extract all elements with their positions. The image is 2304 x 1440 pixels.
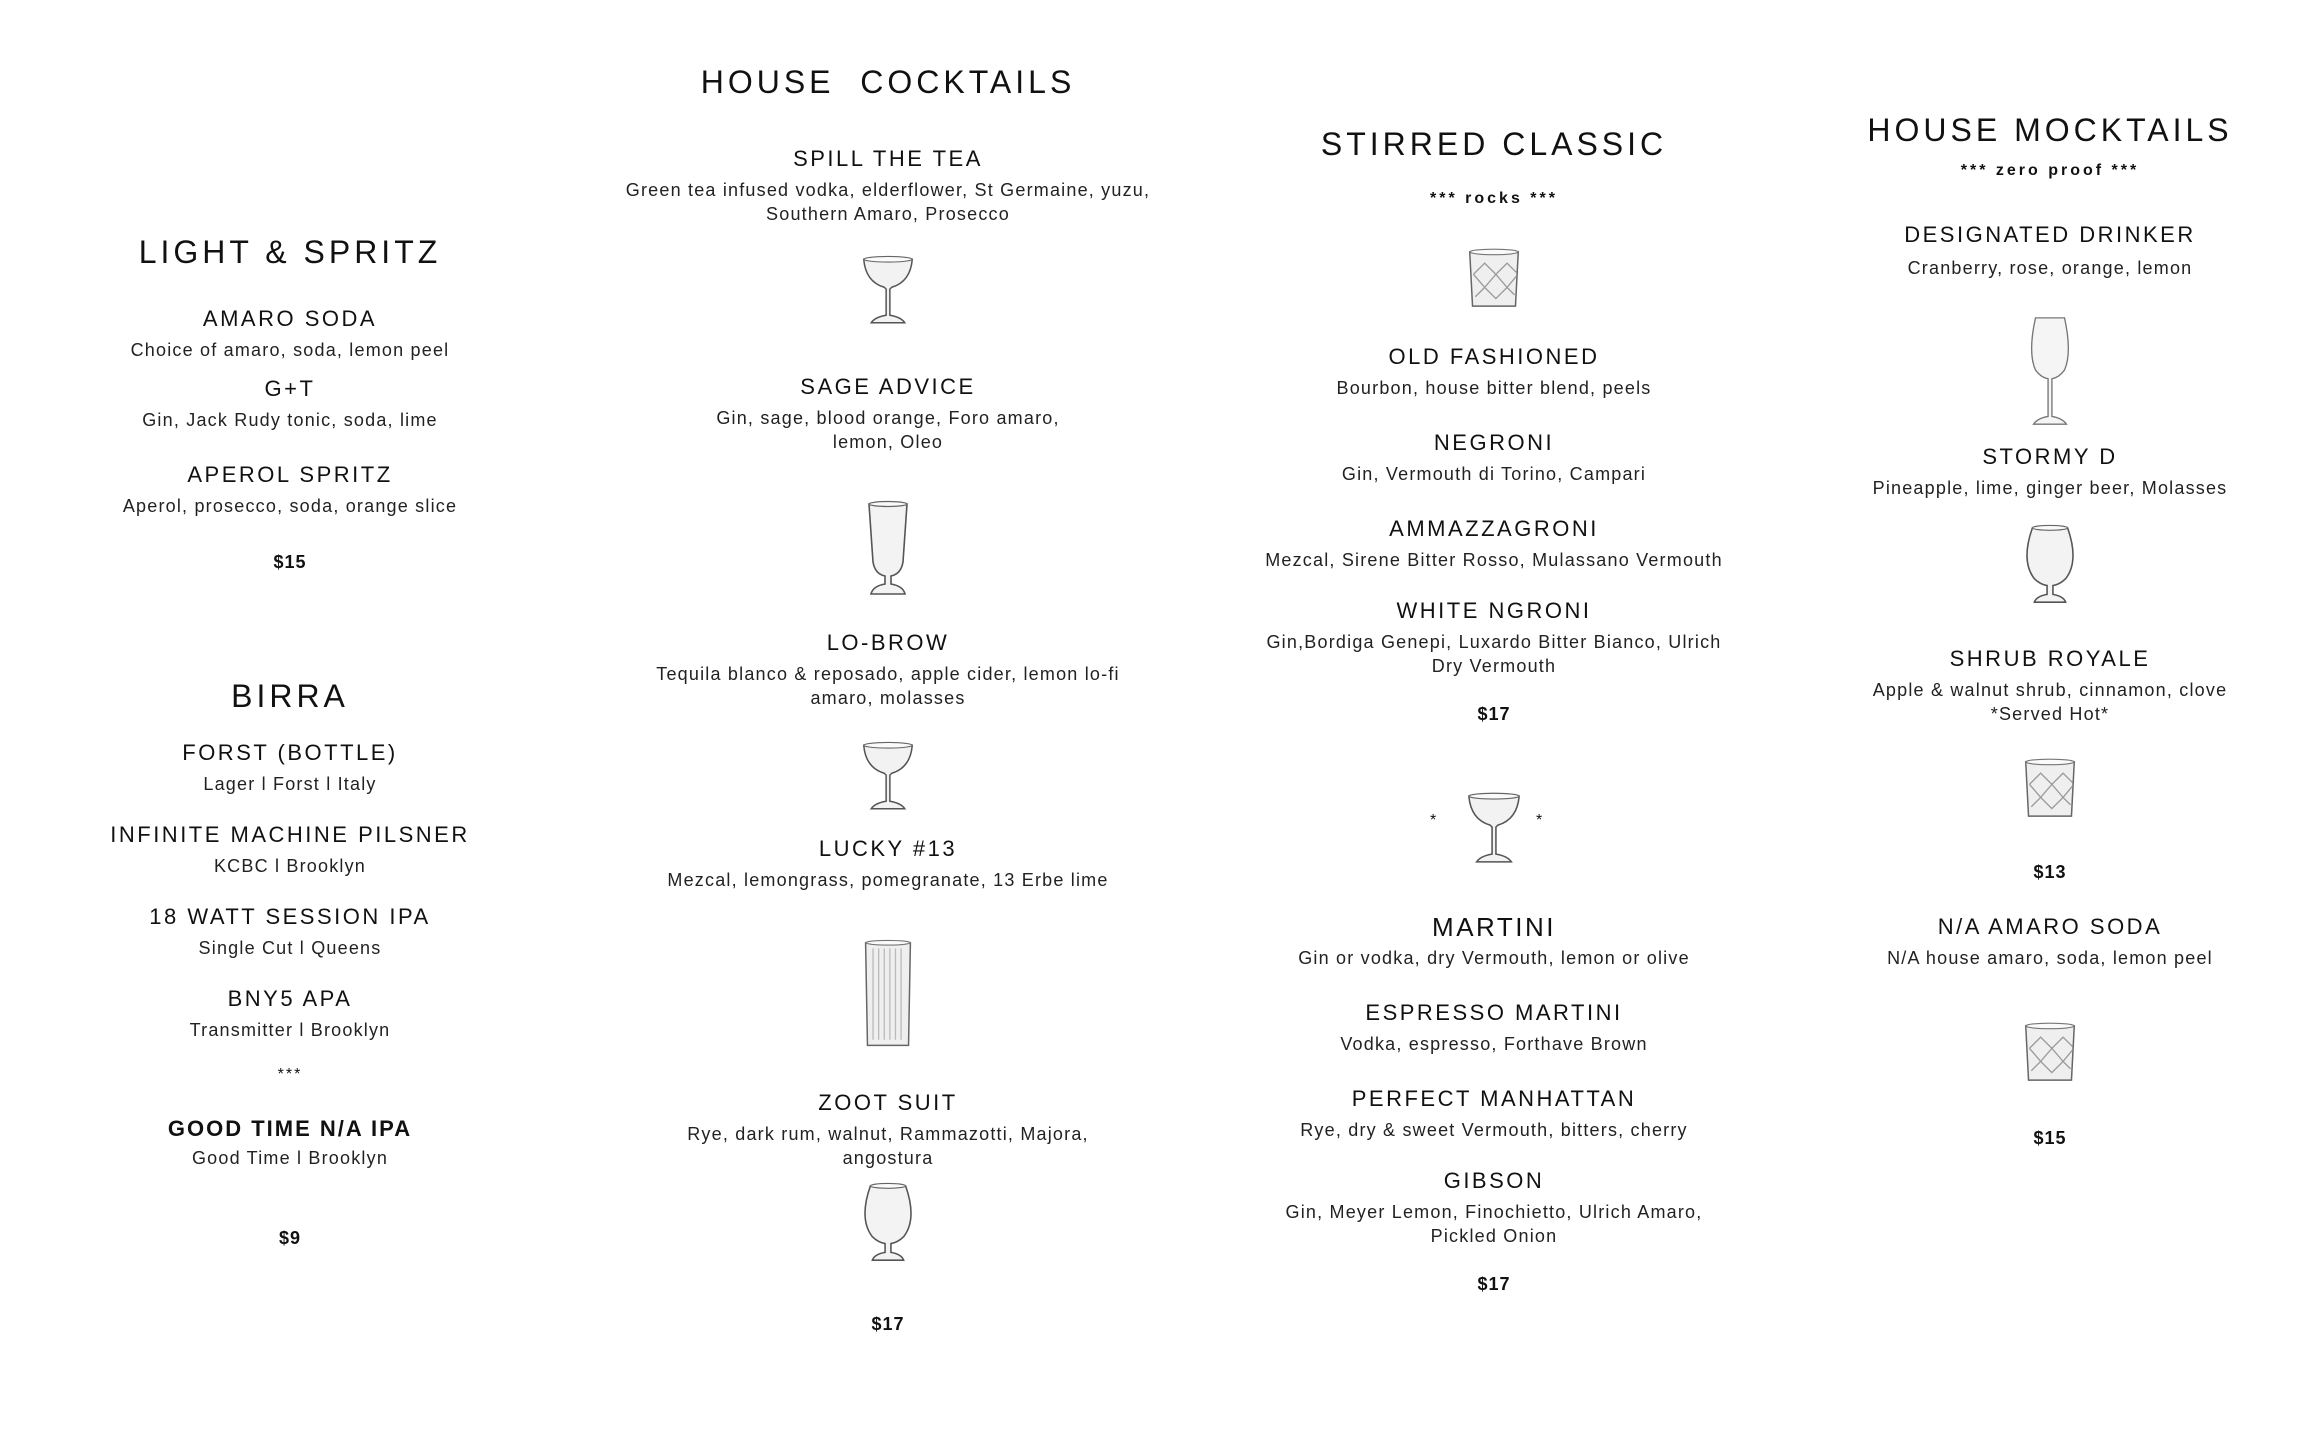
item-name-amaro-soda: AMARO SODA (202, 306, 378, 331)
item-desc-shrub-royale: Apple & walnut shrub, cinnamon, clove *Served Hot* (1872, 680, 2228, 724)
item-desc-lucky-13: Mezcal, lemongrass, pomegranate, 13 Erbe lime (667, 870, 1109, 890)
item-name-infinite-machine: INFINITE MACHINE PILSNER (110, 822, 470, 847)
item-desc-infinite-machine: KCBC l Brooklyn (213, 856, 367, 876)
section-title-birra: BIRRA (231, 678, 349, 714)
item-desc-stormy-d: Pineapple, lime, ginger beer, Molasses (1872, 478, 2228, 498)
item-name-negroni: NEGRONI (1433, 430, 1555, 455)
price-house-cocktails: $17 (871, 1314, 905, 1334)
up-star-right: * (1536, 812, 1543, 829)
item-desc-ammazzagroni: Mezcal, Sirene Bitter Rosso, Mulassano Vermouth (1265, 550, 1723, 570)
item-desc-18-watt: Single Cut l Queens (198, 938, 382, 958)
coupe-glass-icon (1465, 788, 1523, 870)
item-name-good-time: GOOD TIME N/A IPA (167, 1116, 413, 1141)
item-name-lucky-13: LUCKY #13 (818, 836, 958, 861)
item-name-bny5: BNY5 APA (227, 986, 353, 1011)
item-name-ammazzagroni: AMMAZZAGRONI (1389, 516, 1599, 541)
item-name-spill-the-tea: SPILL THE TEA (793, 146, 983, 171)
item-desc-aperol-spritz: Aperol, prosecco, soda, orange slice (122, 496, 458, 516)
item-name-gibson: GIBSON (1443, 1168, 1545, 1193)
section-title-light-spritz: LIGHT & SPRITZ (138, 234, 442, 270)
item-desc-negroni: Gin, Vermouth di Torino, Campari (1341, 464, 1647, 484)
item-name-forst: FORST (BOTTLE) (182, 740, 398, 765)
item-name-aperol-spritz: APEROL SPRITZ (187, 462, 393, 487)
separator-stars: *** (277, 1066, 303, 1083)
item-desc-amaro-soda: Choice of amaro, soda, lemon peel (130, 340, 450, 360)
up-star-left: * (1430, 812, 1437, 829)
section-title-house-cocktails: HOUSE COCKTAILS (700, 64, 1076, 100)
price-up: $17 (1477, 1274, 1511, 1294)
item-desc-sage-advice: Gin, sage, blood orange, Foro amaro, lemon, Oleo (716, 408, 1060, 452)
rocks-subtitle: *** rocks *** (1430, 190, 1558, 207)
footed-highball-icon (863, 500, 913, 600)
item-name-espresso-martini: ESPRESSO MARTINI (1365, 1000, 1623, 1025)
column-stirred-classic (1224, 0, 1764, 1440)
item-name-designated-drinker: DESIGNATED DRINKER (1904, 222, 2196, 247)
collins-glass-icon (860, 936, 916, 1054)
item-name-g-t: G+T (264, 376, 316, 401)
coupe-glass-icon (860, 252, 916, 330)
price-birra: $9 (278, 1228, 302, 1248)
item-name-na-amaro-soda: N/A AMARO SODA (1937, 914, 2163, 939)
column-light-and-birra (80, 0, 500, 1440)
wine-glass-icon (2025, 314, 2075, 430)
item-desc-espresso-martini: Vodka, espresso, Forthave Brown (1340, 1034, 1648, 1054)
price-na-amaro: $15 (2033, 1128, 2067, 1148)
item-desc-bny5: Transmitter l Brooklyn (189, 1020, 391, 1040)
item-name-shrub-royale: SHRUB ROYALE (1949, 646, 2151, 671)
item-name-sage-advice: SAGE ADVICE (800, 374, 976, 399)
item-name-stormy-d: STORMY D (1982, 444, 2118, 469)
item-desc-gibson: Gin, Meyer Lemon, Finochietto, Ulrich Amaro, Pickled Onion (1285, 1202, 1703, 1246)
item-desc-good-time: Good Time l Brooklyn (191, 1148, 389, 1168)
item-name-18-watt: 18 WATT SESSION IPA (149, 904, 431, 929)
section-title-house-mocktails: HOUSE MOCKTAILS (1867, 112, 2233, 148)
rocks-glass-icon (2022, 1020, 2078, 1086)
zero-proof-subtitle: *** zero proof *** (1960, 162, 2140, 179)
item-name-old-fashioned: OLD FASHIONED (1388, 344, 1600, 369)
section-title-stirred-classic: STIRRED CLASSIC (1320, 126, 1668, 162)
item-name-perfect-manhattan: PERFECT MANHATTAN (1351, 1086, 1637, 1111)
item-name-lo-brow: LO-BROW (826, 630, 950, 655)
item-desc-lo-brow: Tequila blanco & reposado, apple cider, lemon lo-fi amaro, molasses (656, 664, 1120, 708)
item-desc-perfect-manhattan: Rye, dry & sweet Vermouth, bitters, cherry (1300, 1120, 1688, 1140)
item-name-martini: MARTINI (1432, 912, 1556, 942)
item-desc-zoot-suit: Rye, dark rum, walnut, Rammazotti, Majora, angostura (687, 1124, 1089, 1168)
item-desc-spill-the-tea: Green tea infused vodka, elderflower, St Germaine, yuzu, Southern Amaro, Prosecco (625, 180, 1151, 224)
price-light-spritz: $15 (273, 552, 307, 572)
rocks-glass-icon (1466, 246, 1522, 312)
column-house-mocktails (1830, 0, 2270, 1440)
item-name-zoot-suit: ZOOT SUIT (818, 1090, 958, 1115)
snifter-glass-icon (858, 1180, 918, 1268)
item-name-white-ngroni: WHITE NGRONI (1396, 598, 1592, 623)
item-desc-martini: Gin or vodka, dry Vermouth, lemon or olive (1298, 948, 1690, 968)
coupe-glass-icon (860, 738, 916, 816)
item-desc-white-ngroni: Gin,Bordiga Genepi, Luxardo Bitter Bianco, Ulrich Dry Vermouth (1266, 632, 1722, 676)
rocks-glass-icon (2022, 756, 2078, 822)
price-mocktails: $13 (2033, 862, 2067, 882)
item-desc-forst: Lager l Forst l Italy (203, 774, 377, 794)
item-desc-old-fashioned: Bourbon, house bitter blend, peels (1336, 378, 1652, 398)
item-desc-na-amaro-soda: N/A house amaro, soda, lemon peel (1887, 948, 2213, 968)
item-desc-designated-drinker: Cranberry, rose, orange, lemon (1907, 258, 2193, 278)
price-rocks: $17 (1477, 704, 1511, 724)
item-desc-g-t: Gin, Jack Rudy tonic, soda, lime (142, 410, 438, 430)
column-house-cocktails (608, 0, 1168, 1440)
snifter-glass-icon (2020, 522, 2080, 610)
